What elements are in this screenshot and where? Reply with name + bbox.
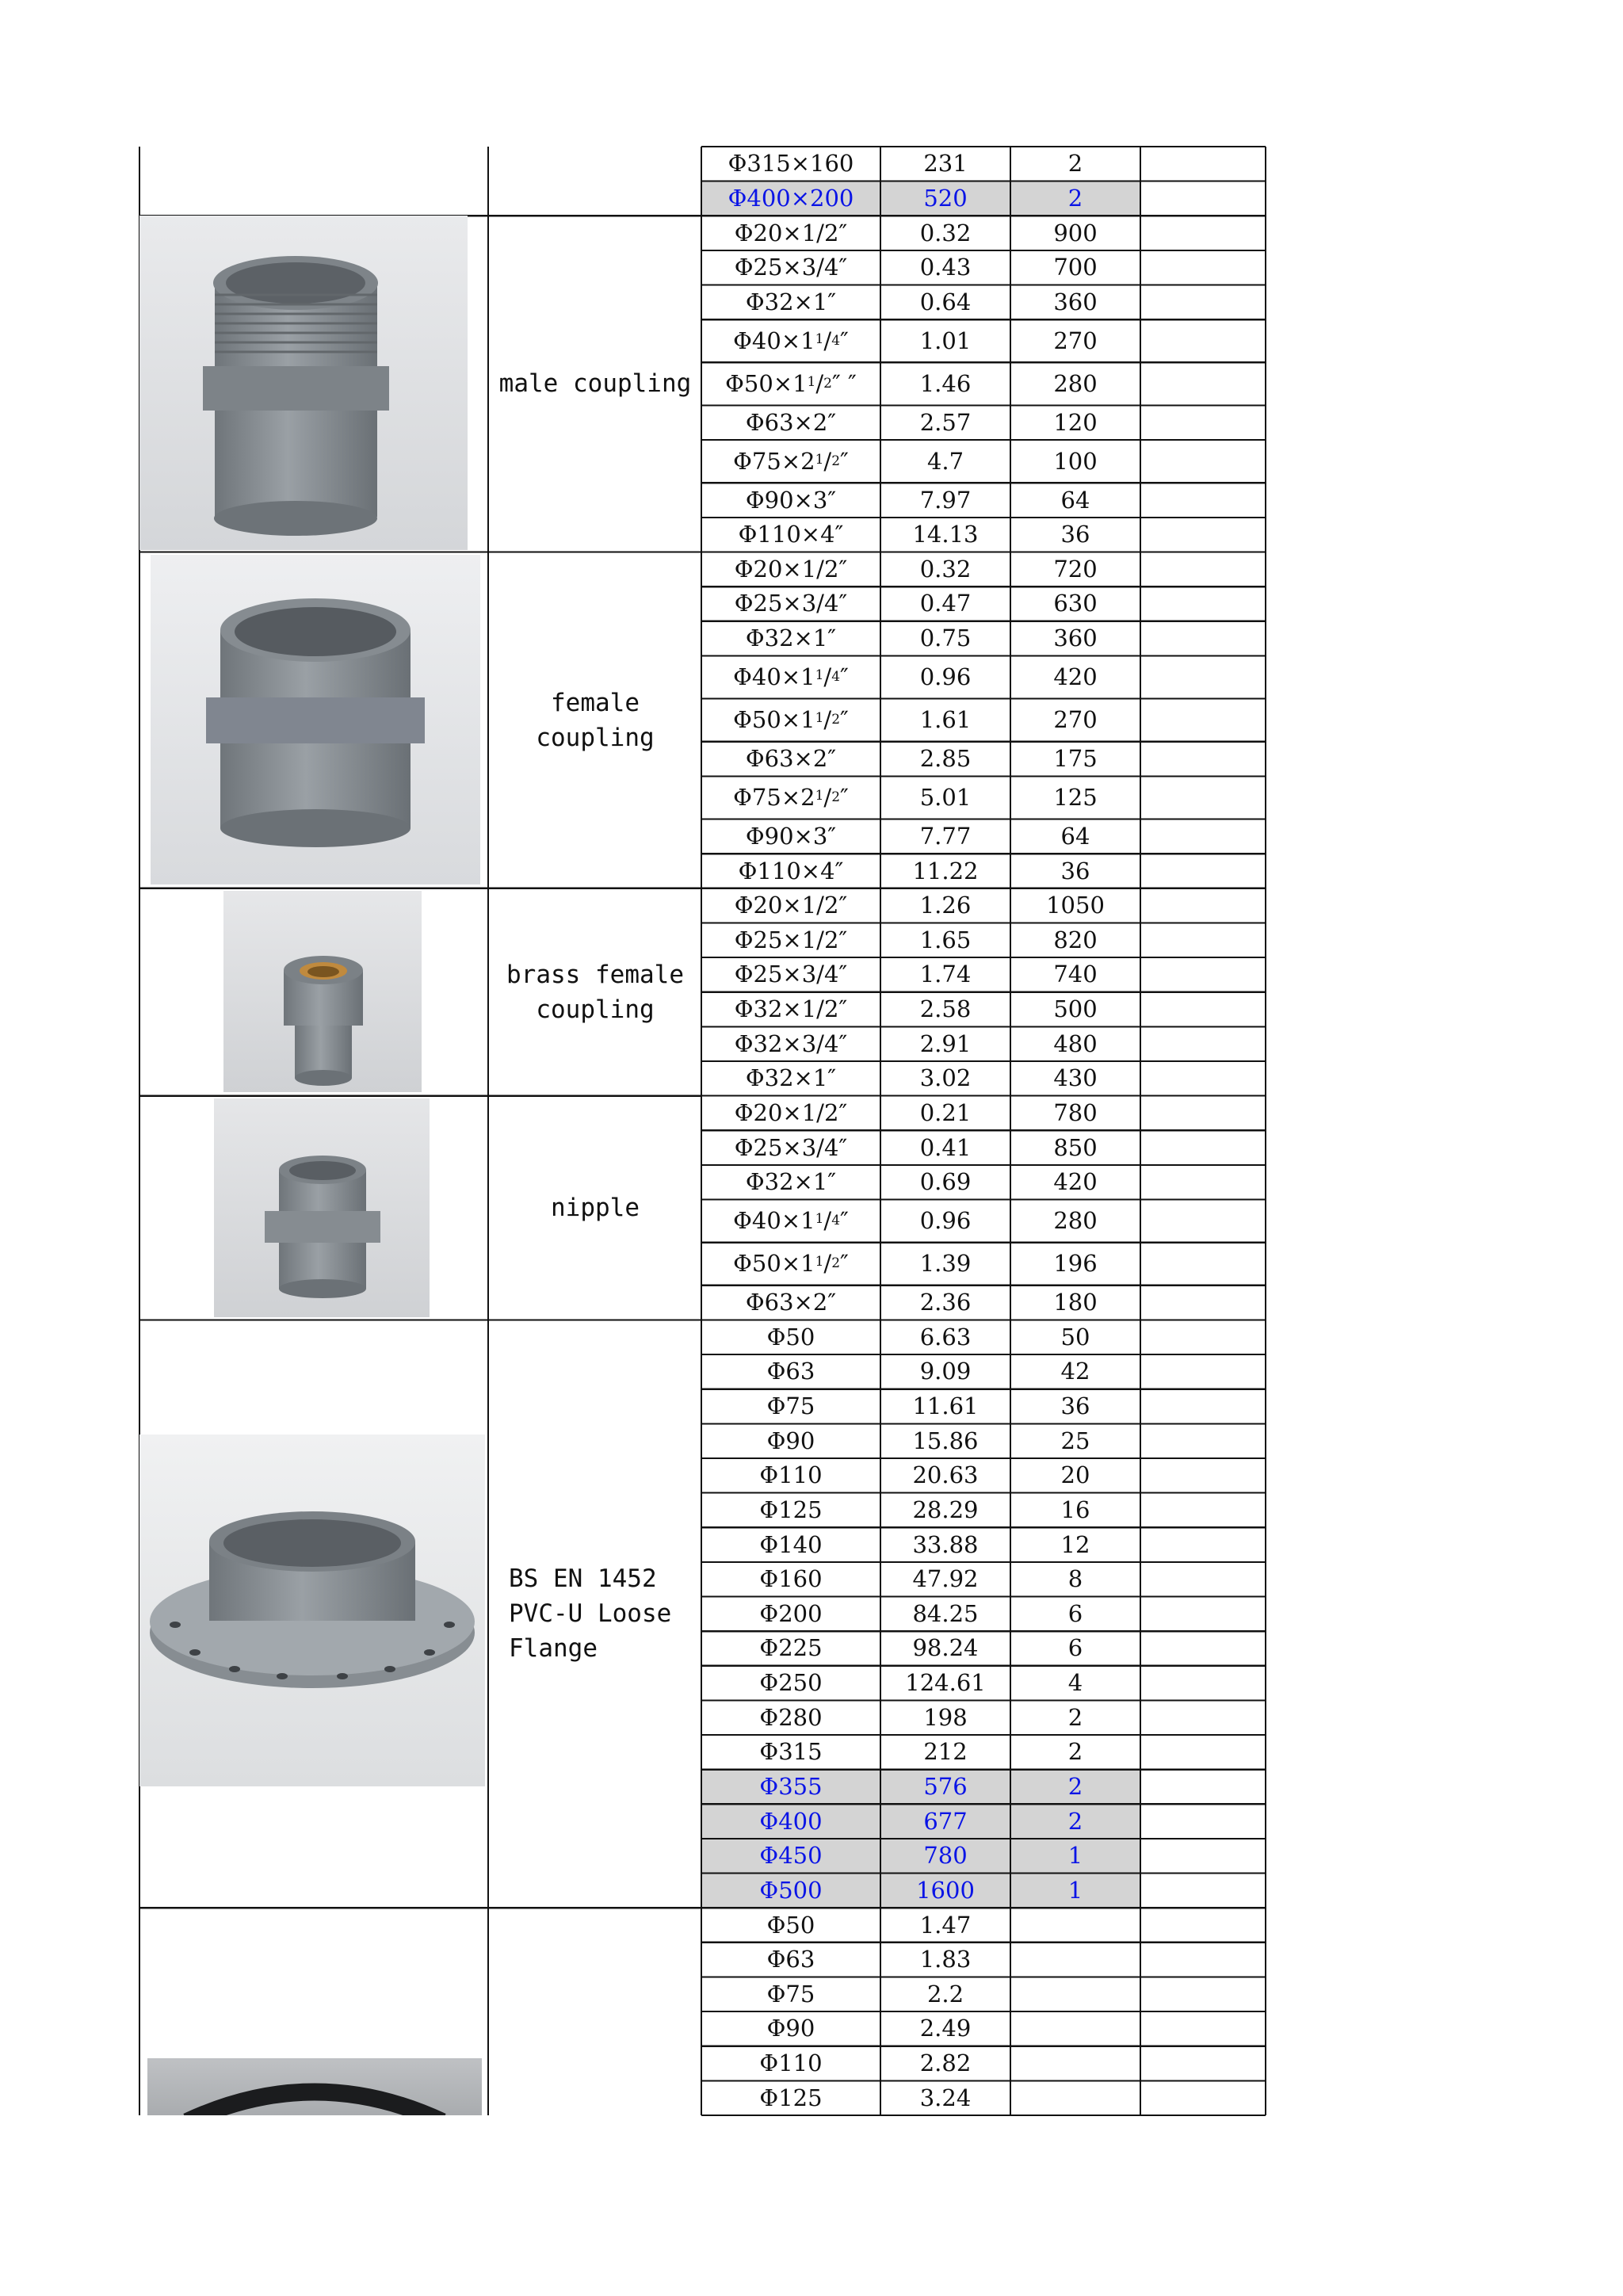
spec-cell: Φ400×200 bbox=[727, 184, 854, 212]
blank-cell bbox=[1140, 362, 1266, 405]
spec-cell bbox=[701, 1200, 880, 1243]
blank-cell bbox=[1140, 1700, 1266, 1735]
blank-cell bbox=[1140, 1200, 1266, 1243]
quantity-cell bbox=[1010, 2011, 1140, 2046]
quantity-cell: 270 bbox=[1053, 706, 1098, 734]
quantity-cell: 2 bbox=[1067, 1772, 1083, 1800]
quantity-cell: 1 bbox=[1067, 1876, 1083, 1904]
spec-cell: Φ63×2″ bbox=[745, 745, 837, 773]
weight-cell: 0.64 bbox=[919, 288, 972, 315]
quantity-cell bbox=[1010, 1977, 1140, 2011]
description-line: male coupling bbox=[498, 369, 692, 399]
spec-base: Φ40×1 bbox=[733, 327, 815, 354]
description-line: BS EN 1452 bbox=[509, 1564, 657, 1594]
weight-cell: 1600 bbox=[916, 1876, 975, 1904]
spec-cell: Φ450 bbox=[759, 1842, 823, 1870]
description-line: PVC-U Loose bbox=[509, 1599, 672, 1629]
description-line: coupling bbox=[536, 723, 655, 752]
quantity-cell: 420 bbox=[1053, 1168, 1098, 1196]
weight-cell: 0.41 bbox=[919, 1133, 972, 1161]
fraction-numerator: 1 bbox=[807, 373, 816, 390]
weight-cell: 6.63 bbox=[919, 1323, 972, 1350]
quantity-cell: 125 bbox=[1053, 783, 1098, 811]
quantity-cell: 820 bbox=[1053, 926, 1098, 953]
male-coupling-photo bbox=[139, 216, 468, 550]
blank-cell bbox=[1140, 1096, 1266, 1131]
fraction-slash: / bbox=[823, 706, 832, 734]
blank-cell bbox=[1140, 1458, 1266, 1493]
spec-cell: Φ125 bbox=[759, 2084, 823, 2111]
weight-cell: 198 bbox=[923, 1703, 968, 1731]
product-description bbox=[493, 1190, 697, 1225]
blank-cell bbox=[1140, 888, 1266, 923]
weight-cell: 1.26 bbox=[919, 892, 972, 919]
fraction-denominator: 2 bbox=[831, 1255, 841, 1272]
blank-cell bbox=[1140, 483, 1266, 518]
fraction-denominator: 4 bbox=[831, 332, 841, 349]
spec-cell: Φ20×1/2″ bbox=[734, 1098, 848, 1126]
weight-cell: 5.01 bbox=[919, 783, 972, 811]
weight-cell: 2.91 bbox=[919, 1030, 972, 1057]
spec-base: Φ75×2 bbox=[733, 783, 815, 811]
quantity-cell bbox=[1010, 2046, 1140, 2081]
spec-base: Φ50×1 bbox=[725, 369, 808, 397]
inch-mark: ″ bbox=[840, 783, 849, 811]
spec-cell: Φ355 bbox=[759, 1772, 823, 1800]
spec-cell: Φ63×2″ bbox=[745, 408, 837, 436]
weight-cell: 1.01 bbox=[919, 327, 972, 354]
spec-cell: Φ225 bbox=[759, 1634, 823, 1662]
product-description bbox=[493, 686, 697, 755]
weight-cell: 47.92 bbox=[912, 1565, 979, 1593]
spec-cell: Φ315 bbox=[759, 1738, 823, 1766]
blank-cell bbox=[1140, 655, 1266, 698]
weight-cell: 231 bbox=[923, 150, 968, 178]
spec-cell: Φ90 bbox=[766, 1427, 815, 1454]
weight-cell: 0.69 bbox=[919, 1168, 972, 1196]
weight-cell: 98.24 bbox=[912, 1634, 979, 1662]
inch-mark: ″ bbox=[840, 327, 849, 354]
blank-cell bbox=[1140, 216, 1266, 250]
quantity-cell: 64 bbox=[1060, 486, 1090, 514]
weight-cell: 11.61 bbox=[912, 1392, 979, 1420]
weight-cell: 1.65 bbox=[919, 926, 972, 953]
spec-cell: Φ75 bbox=[766, 1392, 815, 1420]
quantity-cell: 280 bbox=[1053, 1207, 1098, 1235]
spec-cell: Φ140 bbox=[759, 1530, 823, 1558]
quantity-cell: 196 bbox=[1053, 1250, 1098, 1278]
fraction-numerator: 1 bbox=[815, 451, 824, 468]
spec-cell: Φ200 bbox=[759, 1599, 823, 1627]
quantity-cell: 16 bbox=[1060, 1496, 1090, 1523]
weight-cell: 2.49 bbox=[919, 2015, 972, 2042]
blank-cell bbox=[1140, 1286, 1266, 1320]
weight-cell: 2.85 bbox=[919, 745, 972, 773]
weight-cell: 14.13 bbox=[912, 521, 979, 548]
inch-mark: ″ bbox=[840, 663, 849, 691]
spec-cell: Φ32×1″ bbox=[745, 625, 837, 652]
quantity-cell: 36 bbox=[1060, 1392, 1090, 1420]
spec-cell: Φ90 bbox=[766, 2015, 815, 2042]
fraction-denominator: 4 bbox=[831, 669, 841, 686]
spec-cell: Φ160 bbox=[759, 1565, 823, 1593]
quantity-cell: 25 bbox=[1060, 1427, 1090, 1454]
product-description bbox=[493, 957, 697, 1027]
weight-cell: 1.83 bbox=[919, 1946, 972, 1973]
quantity-cell: 500 bbox=[1053, 995, 1098, 1023]
fraction-numerator: 1 bbox=[815, 667, 824, 684]
fraction-numerator: 1 bbox=[815, 330, 824, 347]
fraction-numerator: 1 bbox=[815, 1254, 824, 1270]
weight-cell: 576 bbox=[923, 1772, 968, 1800]
blank-cell bbox=[1140, 319, 1266, 362]
fraction-slash: / bbox=[815, 369, 824, 397]
quantity-cell: 1 bbox=[1067, 1842, 1083, 1870]
weight-cell: 28.29 bbox=[912, 1496, 979, 1523]
blank-cell bbox=[1140, 923, 1266, 957]
spec-cell: Φ63 bbox=[766, 1358, 815, 1385]
weight-cell: 11.22 bbox=[912, 857, 979, 884]
quantity-cell bbox=[1010, 1943, 1140, 1977]
blank-cell bbox=[1140, 552, 1266, 587]
quantity-cell: 100 bbox=[1053, 447, 1098, 475]
weight-cell: 2.36 bbox=[919, 1289, 972, 1316]
blank-cell bbox=[1140, 250, 1266, 285]
weight-cell: 0.32 bbox=[919, 219, 972, 246]
inch-mark: ″ bbox=[840, 706, 849, 734]
spec-cell: Φ32×1″ bbox=[745, 1064, 837, 1092]
inch-mark: ″ bbox=[840, 1207, 849, 1235]
fraction-denominator: 2 bbox=[831, 789, 841, 805]
quantity-cell bbox=[1010, 1908, 1140, 1943]
quantity-cell: 1050 bbox=[1046, 892, 1105, 919]
spec-cell: Φ110 bbox=[759, 1461, 823, 1489]
spec-cell: Φ32×1″ bbox=[745, 288, 837, 315]
spec-cell: Φ25×3/4″ bbox=[734, 590, 848, 617]
blank-cell bbox=[1140, 1527, 1266, 1562]
quantity-cell: 6 bbox=[1067, 1634, 1083, 1662]
product-description bbox=[509, 1561, 697, 1666]
spec-cell: Φ50 bbox=[766, 1323, 815, 1350]
blank-cell bbox=[1140, 518, 1266, 552]
spec-cell: Φ125 bbox=[759, 1496, 823, 1523]
weight-cell: 124.61 bbox=[905, 1669, 986, 1697]
description-line: Flange bbox=[509, 1634, 598, 1664]
blank-cell bbox=[1140, 1666, 1266, 1701]
weight-cell: 3.02 bbox=[919, 1064, 972, 1092]
quantity-cell: 2 bbox=[1067, 150, 1083, 178]
fraction-slash: / bbox=[823, 1250, 832, 1278]
quantity-cell: 2 bbox=[1067, 1738, 1083, 1766]
spec-cell bbox=[701, 655, 880, 698]
weight-cell: 2.82 bbox=[919, 2050, 972, 2077]
weight-cell: 1.39 bbox=[919, 1250, 972, 1278]
blank-cell bbox=[1140, 1493, 1266, 1528]
weight-cell: 0.47 bbox=[919, 590, 972, 617]
quantity-cell: 360 bbox=[1053, 625, 1098, 652]
fraction-denominator: 2 bbox=[823, 375, 832, 392]
inch-mark: ″ bbox=[840, 1250, 849, 1278]
blank-cell bbox=[1140, 1165, 1266, 1200]
fraction-slash: / bbox=[823, 447, 832, 475]
weight-cell: 0.32 bbox=[919, 555, 972, 583]
weight-cell: 0.96 bbox=[919, 663, 972, 691]
weight-cell: 2.57 bbox=[919, 408, 972, 436]
quantity-cell: 360 bbox=[1053, 288, 1098, 315]
spec-cell: Φ50 bbox=[766, 1911, 815, 1939]
blank-cell bbox=[1140, 1423, 1266, 1458]
quantity-cell bbox=[1010, 2080, 1140, 2115]
weight-cell: 677 bbox=[923, 1807, 968, 1835]
blank-cell bbox=[1140, 285, 1266, 320]
spec-cell bbox=[701, 362, 880, 405]
blank-cell bbox=[1140, 405, 1266, 440]
weight-cell: 0.43 bbox=[919, 254, 972, 281]
quantity-cell: 175 bbox=[1053, 745, 1098, 773]
spec-cell: Φ20×1/2″ bbox=[734, 219, 848, 246]
blank-cell bbox=[1140, 1354, 1266, 1389]
blank-cell bbox=[1140, 1977, 1266, 2011]
quantity-cell: 720 bbox=[1053, 555, 1098, 583]
blank-cell bbox=[1140, 2080, 1266, 2115]
fraction-denominator: 2 bbox=[831, 453, 841, 469]
blank-cell bbox=[1140, 1943, 1266, 1977]
blank-cell bbox=[1140, 1389, 1266, 1424]
quantity-cell: 12 bbox=[1060, 1530, 1090, 1558]
blank-cell bbox=[1140, 776, 1266, 819]
fraction-numerator: 1 bbox=[815, 787, 824, 804]
weight-cell: 9.09 bbox=[919, 1358, 972, 1385]
blank-cell bbox=[1140, 1874, 1266, 1908]
weight-cell: 20.63 bbox=[912, 1461, 979, 1489]
weight-cell: 2.58 bbox=[919, 995, 972, 1023]
quantity-cell: 50 bbox=[1060, 1323, 1090, 1350]
weight-cell: 3.24 bbox=[919, 2084, 972, 2111]
spec-cell: Φ110×4″ bbox=[738, 857, 844, 884]
quantity-cell: 120 bbox=[1053, 408, 1098, 436]
blank-cell bbox=[1140, 699, 1266, 742]
weight-cell: 1.74 bbox=[919, 961, 972, 988]
description-line: brass female bbox=[506, 960, 684, 989]
inch-mark: ″ ″ bbox=[831, 369, 857, 397]
spec-cell: Φ75 bbox=[766, 1980, 815, 2008]
spec-cell: Φ32×1″ bbox=[745, 1168, 837, 1196]
blank-cell bbox=[1140, 819, 1266, 854]
quantity-cell: 280 bbox=[1053, 369, 1098, 397]
blank-cell bbox=[1140, 1597, 1266, 1632]
spec-cell: Φ250 bbox=[759, 1669, 823, 1697]
blank-cell bbox=[1140, 586, 1266, 621]
quantity-cell: 4 bbox=[1067, 1669, 1083, 1697]
blank-cell bbox=[1140, 1562, 1266, 1597]
quantity-cell: 2 bbox=[1067, 184, 1083, 212]
blank-cell bbox=[1140, 1839, 1266, 1874]
quantity-cell: 36 bbox=[1060, 857, 1090, 884]
fraction-numerator: 1 bbox=[815, 710, 824, 727]
rubber-ring-photo bbox=[147, 2058, 482, 2115]
weight-cell: 0.21 bbox=[919, 1098, 972, 1126]
spec-cell: Φ20×1/2″ bbox=[734, 555, 848, 583]
nipple-photo bbox=[214, 1098, 430, 1317]
spec-cell bbox=[701, 1243, 880, 1286]
spec-cell: Φ63×2″ bbox=[745, 1289, 837, 1316]
spec-cell: Φ500 bbox=[759, 1876, 823, 1904]
weight-cell: 7.77 bbox=[919, 822, 972, 850]
spec-cell: Φ25×1/2″ bbox=[734, 926, 848, 953]
blank-cell bbox=[1140, 854, 1266, 888]
blank-cell bbox=[1140, 440, 1266, 483]
weight-cell: 780 bbox=[923, 1842, 968, 1870]
spec-cell: Φ90×3″ bbox=[745, 822, 837, 850]
blank-cell bbox=[1140, 1631, 1266, 1666]
fraction-slash: / bbox=[823, 1207, 832, 1235]
quantity-cell: 180 bbox=[1053, 1289, 1098, 1316]
quantity-cell: 2 bbox=[1067, 1807, 1083, 1835]
quantity-cell: 64 bbox=[1060, 822, 1090, 850]
spec-cell: Φ32×3/4″ bbox=[734, 1030, 848, 1057]
weight-cell: 1.61 bbox=[919, 706, 972, 734]
spec-cell bbox=[701, 776, 880, 819]
quantity-cell: 430 bbox=[1053, 1064, 1098, 1092]
spec-cell: Φ110 bbox=[759, 2050, 823, 2077]
blank-cell bbox=[1140, 992, 1266, 1027]
spec-cell: Φ25×3/4″ bbox=[734, 1133, 848, 1161]
quantity-cell: 900 bbox=[1053, 219, 1098, 246]
description-line: female bbox=[551, 688, 640, 717]
fraction-denominator: 2 bbox=[831, 712, 841, 728]
spec-cell: Φ32×1/2″ bbox=[734, 995, 848, 1023]
weight-cell: 7.97 bbox=[919, 486, 972, 514]
spec-cell: Φ90×3″ bbox=[745, 486, 837, 514]
weight-cell: 4.7 bbox=[926, 447, 964, 475]
weight-cell: 84.25 bbox=[912, 1599, 979, 1627]
blank-cell bbox=[1140, 1243, 1266, 1286]
quantity-cell: 2 bbox=[1067, 1703, 1083, 1731]
product-description bbox=[493, 366, 697, 401]
description-line: coupling bbox=[536, 995, 655, 1024]
fraction-slash: / bbox=[823, 783, 832, 811]
quantity-cell: 6 bbox=[1067, 1599, 1083, 1627]
blank-cell bbox=[1140, 1130, 1266, 1165]
blank-cell bbox=[1140, 181, 1266, 216]
blank-cell bbox=[1140, 1026, 1266, 1061]
weight-cell: 2.2 bbox=[926, 1980, 964, 2008]
spec-cell: Φ63 bbox=[766, 1946, 815, 1973]
quantity-cell: 700 bbox=[1053, 254, 1098, 281]
quantity-cell: 8 bbox=[1067, 1565, 1083, 1593]
quantity-cell: 36 bbox=[1060, 521, 1090, 548]
spec-base: Φ75×2 bbox=[733, 447, 815, 475]
loose-flange-photo bbox=[139, 1435, 485, 1786]
quantity-cell: 740 bbox=[1053, 961, 1098, 988]
female-coupling-photo bbox=[151, 555, 480, 884]
fraction-denominator: 4 bbox=[831, 1213, 841, 1229]
spec-cell bbox=[701, 440, 880, 483]
inch-mark: ″ bbox=[840, 447, 849, 475]
weight-cell: 1.47 bbox=[919, 1911, 972, 1939]
weight-cell: 33.88 bbox=[912, 1530, 979, 1558]
weight-cell: 0.96 bbox=[919, 1207, 972, 1235]
spec-base: Φ40×1 bbox=[733, 663, 815, 691]
spec-cell: Φ280 bbox=[759, 1703, 823, 1731]
fraction-slash: / bbox=[823, 663, 832, 691]
blank-cell bbox=[1140, 742, 1266, 777]
spec-cell: Φ110×4″ bbox=[738, 521, 844, 548]
spec-cell: Φ315×160 bbox=[727, 150, 854, 178]
spec-cell bbox=[701, 319, 880, 362]
spec-base: Φ50×1 bbox=[733, 1250, 815, 1278]
spec-base: Φ40×1 bbox=[733, 1207, 815, 1235]
fraction-numerator: 1 bbox=[815, 1211, 824, 1228]
spec-cell: Φ20×1/2″ bbox=[734, 892, 848, 919]
description-line: nipple bbox=[551, 1194, 640, 1223]
quantity-cell: 420 bbox=[1053, 663, 1098, 691]
weight-cell: 15.86 bbox=[912, 1427, 979, 1454]
weight-cell: 212 bbox=[923, 1738, 968, 1766]
spec-cell: Φ25×3/4″ bbox=[734, 961, 848, 988]
weight-cell: 520 bbox=[923, 184, 968, 212]
blank-cell bbox=[1140, 957, 1266, 992]
weight-cell: 1.46 bbox=[919, 369, 972, 397]
quantity-cell: 270 bbox=[1053, 327, 1098, 354]
quantity-cell: 20 bbox=[1060, 1461, 1090, 1489]
quantity-cell: 630 bbox=[1053, 590, 1098, 617]
blank-cell bbox=[1140, 1320, 1266, 1354]
blank-cell bbox=[1140, 621, 1266, 656]
blank-cell bbox=[1140, 1804, 1266, 1839]
blank-cell bbox=[1140, 1061, 1266, 1096]
spec-cell: Φ25×3/4″ bbox=[734, 254, 848, 281]
blank-cell bbox=[1140, 1770, 1266, 1805]
weight-cell: 0.75 bbox=[919, 625, 972, 652]
spec-base: Φ50×1 bbox=[733, 706, 815, 734]
blank-cell bbox=[1140, 2046, 1266, 2081]
quantity-cell: 850 bbox=[1053, 1133, 1098, 1161]
brass-female-coupling-photo bbox=[223, 891, 422, 1092]
blank-cell bbox=[1140, 1735, 1266, 1770]
spec-cell: Φ400 bbox=[759, 1807, 823, 1835]
fraction-slash: / bbox=[823, 327, 832, 354]
spec-cell bbox=[701, 699, 880, 742]
blank-cell bbox=[1140, 2011, 1266, 2046]
blank-cell bbox=[1140, 147, 1266, 181]
quantity-cell: 42 bbox=[1060, 1358, 1090, 1385]
blank-cell bbox=[1140, 1908, 1266, 1943]
quantity-cell: 780 bbox=[1053, 1098, 1098, 1126]
quantity-cell: 480 bbox=[1053, 1030, 1098, 1057]
